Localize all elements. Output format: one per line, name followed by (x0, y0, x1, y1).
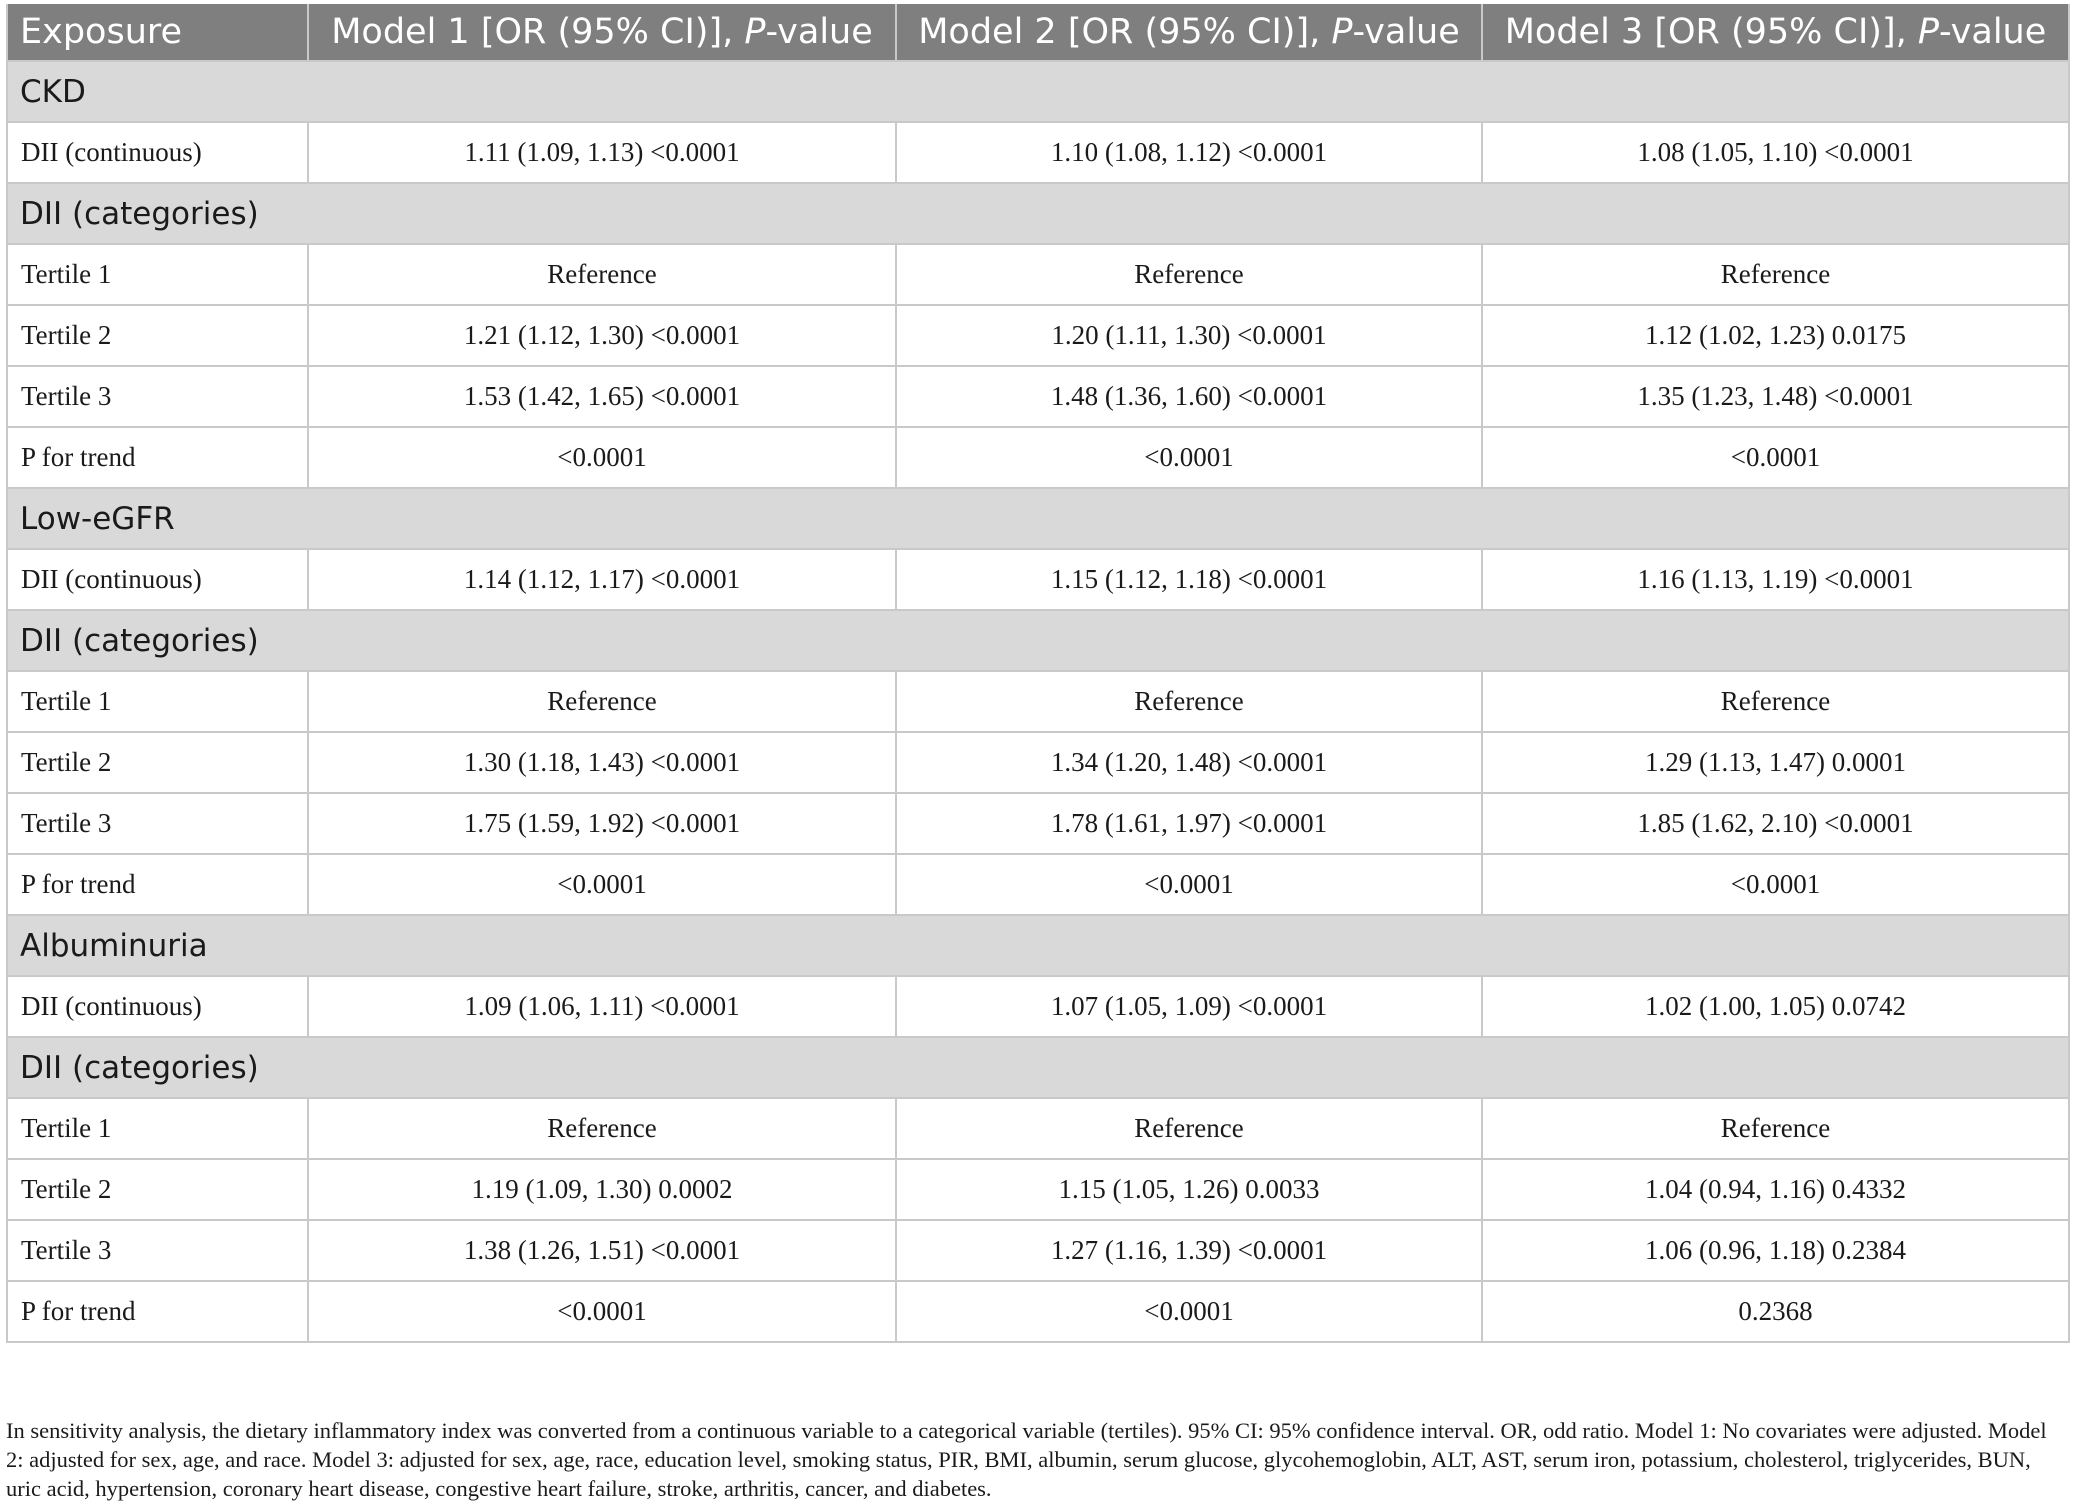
header-exposure: Exposure (7, 4, 308, 61)
subsection-title: DII (categories) (7, 610, 2069, 671)
table-cell: Reference (308, 671, 896, 732)
table-cell: 1.27 (1.16, 1.39) <0.0001 (896, 1220, 1482, 1281)
table-cell: <0.0001 (1482, 854, 2069, 915)
table-row (7, 244, 2069, 305)
row-label: P for trend (7, 427, 308, 488)
table-row (7, 122, 2069, 183)
header-model-3: Model 3 [OR (95% CI)], P-value (1482, 4, 2069, 61)
table-cell: 1.08 (1.05, 1.10) <0.0001 (1482, 122, 2069, 183)
table-cell: 0.2368 (1482, 1281, 2069, 1342)
table-row (7, 854, 2069, 915)
table-cell: <0.0001 (896, 1281, 1482, 1342)
table-row (7, 549, 2069, 610)
table-row (7, 671, 2069, 732)
table-row (7, 793, 2069, 854)
table-cell: 1.07 (1.05, 1.09) <0.0001 (896, 976, 1482, 1037)
table-row (7, 305, 2069, 366)
table-row (7, 976, 2069, 1037)
row-label: P for trend (7, 1281, 308, 1342)
row-label: Tertile 1 (7, 671, 308, 732)
section-title: Low-eGFR (7, 488, 2069, 549)
table-row (7, 1281, 2069, 1342)
table-cell: 1.85 (1.62, 2.10) <0.0001 (1482, 793, 2069, 854)
table-cell: <0.0001 (308, 1281, 896, 1342)
row-label: DII (continuous) (7, 122, 308, 183)
table-cell: 1.10 (1.08, 1.12) <0.0001 (896, 122, 1482, 183)
header-model-2: Model 2 [OR (95% CI)], P-value (896, 4, 1482, 61)
section-row-ckd (7, 61, 2069, 122)
table-cell: Reference (896, 671, 1482, 732)
section-row-low-egfr (7, 488, 2069, 549)
table-row (7, 732, 2069, 793)
table-cell: 1.38 (1.26, 1.51) <0.0001 (308, 1220, 896, 1281)
table-row (7, 427, 2069, 488)
table-cell: Reference (308, 244, 896, 305)
subsection-row-categories (7, 183, 2069, 244)
table-cell: 1.75 (1.59, 1.92) <0.0001 (308, 793, 896, 854)
row-label: DII (continuous) (7, 976, 308, 1037)
row-label: Tertile 3 (7, 366, 308, 427)
table-cell: 1.06 (0.96, 1.18) 0.2384 (1482, 1220, 2069, 1281)
table-row (7, 1098, 2069, 1159)
subsection-title: DII (categories) (7, 1037, 2069, 1098)
row-label: Tertile 3 (7, 793, 308, 854)
table-cell: 1.14 (1.12, 1.17) <0.0001 (308, 549, 896, 610)
table-cell: Reference (1482, 1098, 2069, 1159)
table-cell: 1.15 (1.12, 1.18) <0.0001 (896, 549, 1482, 610)
table-cell: 1.04 (0.94, 1.16) 0.4332 (1482, 1159, 2069, 1220)
section-title: Albuminuria (7, 915, 2069, 976)
table-row (7, 366, 2069, 427)
row-label: Tertile 3 (7, 1220, 308, 1281)
table-cell: <0.0001 (308, 427, 896, 488)
table-cell: 1.30 (1.18, 1.43) <0.0001 (308, 732, 896, 793)
table-cell: <0.0001 (896, 427, 1482, 488)
row-label: Tertile 1 (7, 244, 308, 305)
table-cell: 1.21 (1.12, 1.30) <0.0001 (308, 305, 896, 366)
table-cell: 1.34 (1.20, 1.48) <0.0001 (896, 732, 1482, 793)
table-cell: Reference (308, 1098, 896, 1159)
row-label: Tertile 2 (7, 732, 308, 793)
table-cell: 1.20 (1.11, 1.30) <0.0001 (896, 305, 1482, 366)
table-cell: <0.0001 (308, 854, 896, 915)
row-label: Tertile 2 (7, 305, 308, 366)
table-cell: 1.53 (1.42, 1.65) <0.0001 (308, 366, 896, 427)
table-footnote: In sensitivity analysis, the dietary inflammatory index was converted from a continuous variable to a categorical variable (tertiles). 95% CI: 95% confidence interval. OR, odd ratio. Model 1: No covariates were adjusted. Model 2: adjusted for sex, age, and race. Model 3: adjusted for sex, age, race, education level, smoking status, PIR, BMI, albumin, serum glucose, glycohemoglobin, ALT, AST, serum iron, potassium, cholesterol, triglycerides, BUN, uric acid, hypertension, coronary heart disease, congestive heart failure, stroke, arthritis, cancer, and diabetes. (6, 1418, 2047, 1501)
row-label: Tertile 1 (7, 1098, 308, 1159)
table-cell: 1.35 (1.23, 1.48) <0.0001 (1482, 366, 2069, 427)
table-row (7, 1220, 2069, 1281)
table-cell: 1.48 (1.36, 1.60) <0.0001 (896, 366, 1482, 427)
table-cell: <0.0001 (896, 854, 1482, 915)
table-header-row (7, 4, 2069, 61)
table-row (7, 1159, 2069, 1220)
header-model-1: Model 1 [OR (95% CI)], P-value (308, 4, 896, 61)
table-cell: Reference (1482, 244, 2069, 305)
odds-ratio-table (6, 4, 2070, 1343)
table-cell: Reference (896, 244, 1482, 305)
subsection-row-categories (7, 1037, 2069, 1098)
table-cell: Reference (896, 1098, 1482, 1159)
row-label: Tertile 2 (7, 1159, 308, 1220)
table-cell: 1.78 (1.61, 1.97) <0.0001 (896, 793, 1482, 854)
section-title: CKD (7, 61, 2069, 122)
results-table-container (6, 4, 2068, 1343)
table-cell: 1.29 (1.13, 1.47) 0.0001 (1482, 732, 2069, 793)
row-label: DII (continuous) (7, 549, 308, 610)
table-cell: 1.15 (1.05, 1.26) 0.0033 (896, 1159, 1482, 1220)
section-row-albuminuria (7, 915, 2069, 976)
table-cell: 1.12 (1.02, 1.23) 0.0175 (1482, 305, 2069, 366)
subsection-row-categories (7, 610, 2069, 671)
row-label: P for trend (7, 854, 308, 915)
table-cell: 1.19 (1.09, 1.30) 0.0002 (308, 1159, 896, 1220)
table-cell: 1.16 (1.13, 1.19) <0.0001 (1482, 549, 2069, 610)
table-cell: Reference (1482, 671, 2069, 732)
subsection-title: DII (categories) (7, 183, 2069, 244)
table-cell: 1.02 (1.00, 1.05) 0.0742 (1482, 976, 2069, 1037)
table-cell: <0.0001 (1482, 427, 2069, 488)
table-cell: 1.11 (1.09, 1.13) <0.0001 (308, 122, 896, 183)
table-cell: 1.09 (1.06, 1.11) <0.0001 (308, 976, 896, 1037)
